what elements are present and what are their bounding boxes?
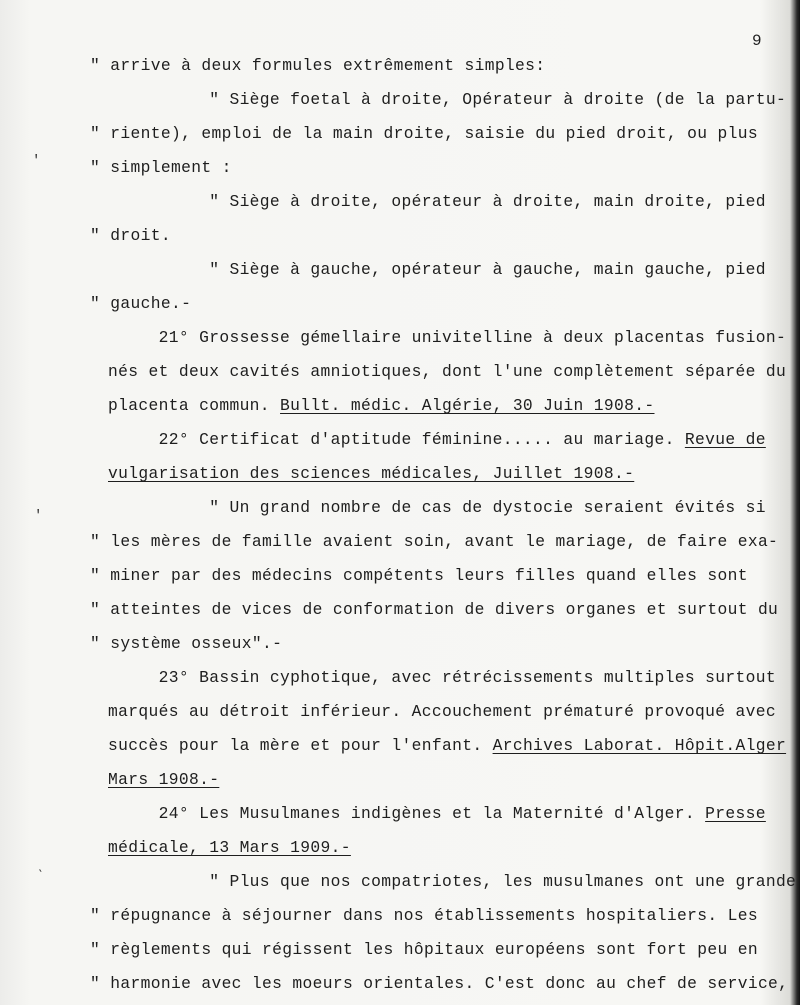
line-text: " Plus que nos compatriotes, les musulmanes ont une grande (108, 872, 797, 891)
line-text: " répugnance à séjourner dans nos établissements hospitaliers. Les (90, 906, 758, 925)
text-line (108, 872, 796, 891)
text-line (108, 260, 766, 279)
line-text: succès pour la mère et pour l'enfant. (108, 736, 493, 755)
line-text: placenta commun. (108, 396, 281, 415)
citation-reference: Revue de (684, 430, 766, 449)
text-line (90, 974, 788, 993)
margin-tick-mark: ′ (32, 153, 41, 169)
text-line (90, 294, 191, 313)
text-line (108, 498, 766, 517)
line-text: " droit. (90, 226, 171, 245)
line-text: " Un grand nombre de cas de dystocie seraient évités si (108, 498, 766, 517)
page-number: 9 (752, 32, 763, 50)
text-line (108, 464, 634, 483)
citation-reference: vulgarisation des sciences médicales, Juillet 1908.- (108, 464, 635, 483)
text-line (108, 804, 766, 823)
text-line (108, 668, 776, 687)
citation-reference: Presse (705, 804, 766, 823)
line-text: " gauche.- (90, 294, 192, 313)
text-line (108, 430, 766, 449)
citation-reference: médicale, 13 Mars 1909.- (108, 838, 351, 857)
line-text: " atteintes de vices de conformation de divers organes et surtout du (90, 600, 779, 619)
citation-reference: Bullt. médic. Algérie, 30 Juin 1908.- (280, 396, 655, 415)
text-line (108, 736, 786, 755)
text-line (90, 532, 778, 551)
text-line (108, 702, 776, 721)
text-line (108, 770, 219, 789)
text-line (90, 566, 748, 585)
text-line (108, 192, 766, 211)
text-line (90, 940, 758, 959)
line-text: " Siège foetal à droite, Opérateur à droite (de la partu- (108, 90, 787, 109)
line-text: marqués au détroit inférieur. Accouchement prématuré provoqué avec (108, 702, 776, 721)
text-line (90, 56, 545, 75)
text-line (90, 906, 758, 925)
line-text: nés et deux cavités amniotiques, dont l'une complètement séparée du (108, 362, 787, 381)
citation-reference: Mars 1908.- (108, 770, 220, 789)
text-line (90, 124, 758, 143)
text-line (108, 396, 655, 415)
text-line (108, 90, 786, 109)
text-line (108, 328, 786, 347)
citation-reference: Archives Laborat. Hôpit.Alger (492, 736, 787, 755)
text-line (90, 634, 282, 653)
text-line (90, 158, 232, 177)
line-text: 22° Certificat d'aptitude féminine..... au mariage. (108, 430, 685, 449)
line-text: 23° Bassin cyphotique, avec rétrécissements multiples surtout (108, 668, 776, 687)
line-text: " harmonie avec les moeurs orientales. C'est donc au chef de service, (90, 974, 789, 993)
line-text: " Siège à droite, opérateur à droite, main droite, pied (108, 192, 766, 211)
text-line (108, 838, 351, 857)
line-text: " simplement : (90, 158, 232, 177)
margin-tick-mark: ‵ (36, 869, 45, 885)
line-text: " règlements qui régissent les hôpitaux européens sont fort peu en (90, 940, 758, 959)
line-text: " Siège à gauche, opérateur à gauche, main gauche, pied (108, 260, 766, 279)
line-text: " miner par des médecins compétents leurs filles quand elles sont (90, 566, 748, 585)
line-text: 24° Les Musulmanes indigènes et la Maternité d'Alger. (108, 804, 706, 823)
line-text: 21° Grossesse gémellaire univitelline à deux placentas fusion- (108, 328, 787, 347)
line-text: " arrive à deux formules extrêmement simples: (90, 56, 546, 75)
line-text: " système osseux".- (90, 634, 283, 653)
margin-tick-mark: ′ (34, 508, 43, 524)
text-line (90, 600, 778, 619)
text-line (108, 362, 786, 381)
line-text: " les mères de famille avaient soin, avant le mariage, de faire exa- (90, 532, 779, 551)
line-text: " riente), emploi de la main droite, saisie du pied droit, ou plus (90, 124, 758, 143)
text-line (90, 226, 171, 245)
